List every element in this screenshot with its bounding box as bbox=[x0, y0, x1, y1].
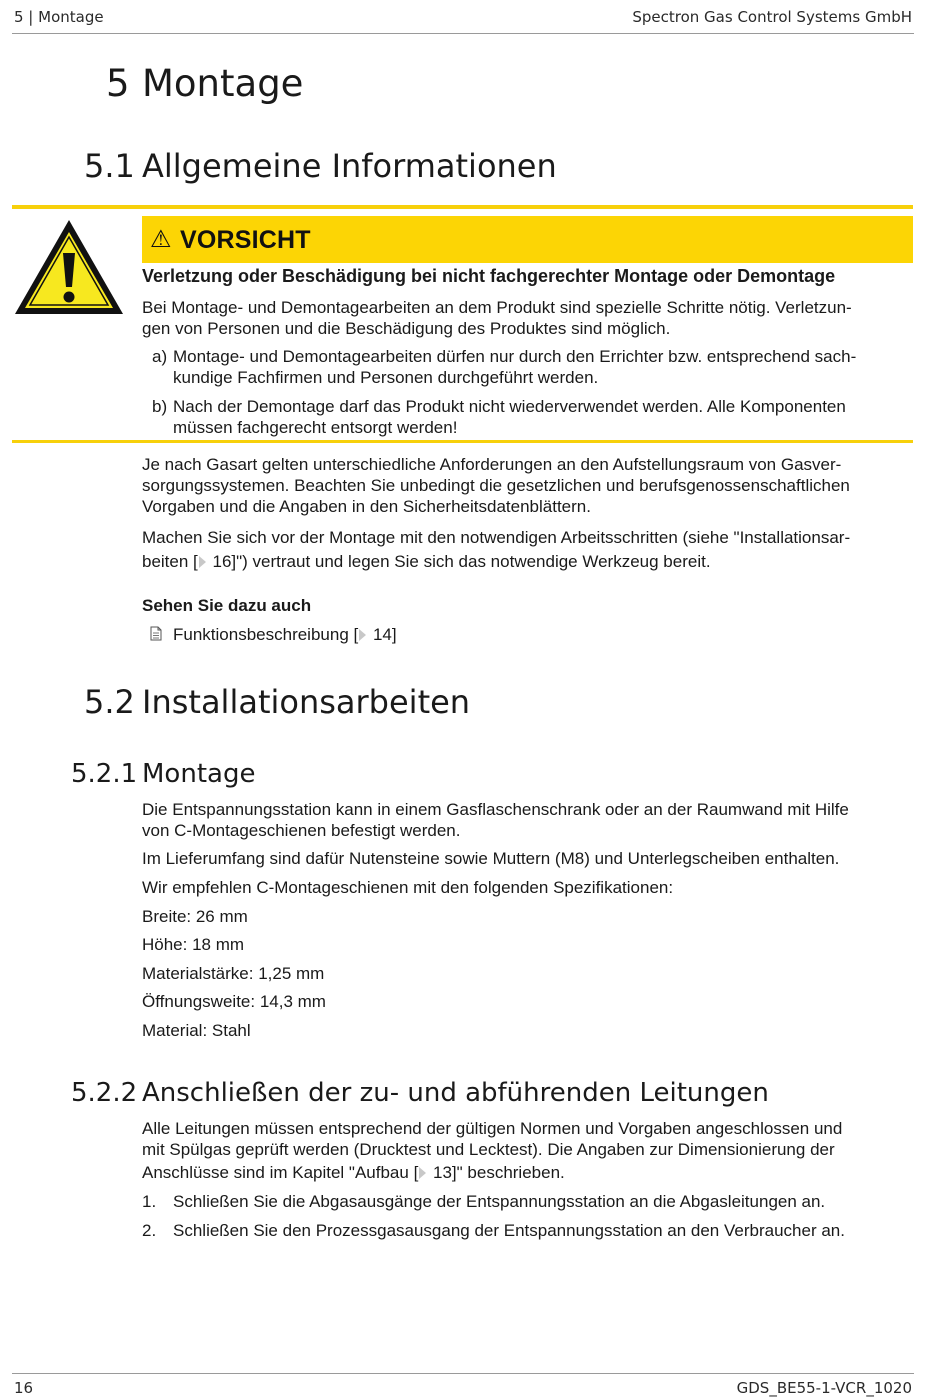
document-icon bbox=[150, 626, 162, 641]
header-company-name: Spectron Gas Control Systems GmbH bbox=[632, 8, 912, 26]
spec-item: Öffnungsweite: 14,3 mm bbox=[142, 992, 326, 1011]
page-number: 16 bbox=[14, 1379, 34, 1397]
text-segment: 16]") vertraut und legen Sie sich das notwendige Werkzeug bereit. bbox=[207, 552, 711, 571]
section-title: Installationsarbeiten bbox=[142, 683, 471, 721]
page-reference-arrow-icon bbox=[419, 1167, 426, 1179]
section-number: 5.2 bbox=[84, 683, 135, 721]
caution-item-text: kundige Fachfirmen und Personen durchgeführt werden. bbox=[173, 368, 599, 387]
caution-top-rule bbox=[12, 205, 913, 209]
caution-text-line: gen von Personen und die Beschädigung des Produktes sind möglich. bbox=[142, 319, 671, 338]
caution-bottom-rule bbox=[12, 440, 913, 443]
caution-item-text: müssen fachgerecht entsorgt werden! bbox=[173, 418, 458, 437]
info-paragraph-line: Machen Sie sich vor der Montage mit den notwendigen Arbeitsschritten (siehe "Installationsar- bbox=[142, 528, 851, 547]
connection-paragraph-line bbox=[142, 1162, 565, 1183]
caution-label: VORSICHT bbox=[180, 226, 311, 254]
text-segment: 13]" beschrieben. bbox=[428, 1163, 565, 1182]
document-id: GDS_BE55-1-VCR_1020 bbox=[736, 1379, 912, 1397]
page-footer bbox=[12, 1373, 914, 1399]
step-number: 1. bbox=[142, 1192, 157, 1211]
text-segment: Funktionsbeschreibung [ bbox=[173, 625, 359, 644]
caution-headline: Verletzung oder Beschädigung bei nicht fachgerechter Montage oder Demontage bbox=[142, 266, 836, 286]
text-segment: 14] bbox=[368, 625, 397, 644]
spec-item: Breite: 26 mm bbox=[142, 907, 248, 926]
spec-item: Materialstärke: 1,25 mm bbox=[142, 964, 325, 983]
spec-item: Material: Stahl bbox=[142, 1021, 251, 1040]
spec-item: Höhe: 18 mm bbox=[142, 935, 245, 954]
info-paragraph-line: Vorgaben und die Angaben in den Sicherheitsdatenblättern. bbox=[142, 497, 591, 516]
caution-item-text: Montage- und Demontagearbeiten dürfen nur durch den Errichter bzw. entsprechend sach- bbox=[173, 347, 857, 366]
see-also-link[interactable] bbox=[173, 624, 397, 645]
text-segment: beiten [ bbox=[142, 552, 198, 571]
warning-triangle-icon bbox=[12, 217, 126, 317]
section-title: Anschließen der zu- und abführenden Leitungen bbox=[142, 1078, 769, 1108]
montage-paragraph-line: von C-Montageschienen befestigt werden. bbox=[142, 821, 461, 840]
section-title: Montage bbox=[142, 759, 256, 789]
section-number: 5.2.1 bbox=[71, 759, 138, 789]
caution-symbol-icon: ⚠ bbox=[150, 226, 172, 253]
section-number: 5.1 bbox=[84, 147, 135, 185]
info-paragraph-line bbox=[142, 551, 711, 572]
section-title: Allgemeine Informationen bbox=[142, 147, 557, 185]
see-also-heading: Sehen Sie dazu auch bbox=[142, 596, 312, 615]
caution-item-label: a) bbox=[152, 347, 168, 366]
section-number: 5.2.2 bbox=[71, 1078, 138, 1108]
caution-item-text: Nach der Demontage darf das Produkt nicht wiederverwendet werden. Alle Komponenten bbox=[173, 397, 846, 416]
step-text: Schließen Sie den Prozessgasausgang der Entspannungsstation an den Verbraucher an. bbox=[173, 1221, 845, 1240]
page-reference-arrow-icon bbox=[199, 556, 206, 568]
header-chapter-label: 5 | Montage bbox=[14, 8, 104, 26]
montage-paragraph-line: Wir empfehlen C-Montageschienen mit den folgenden Spezifikationen: bbox=[142, 878, 674, 897]
page-reference-arrow-icon bbox=[359, 629, 366, 641]
connection-paragraph-line: Alle Leitungen müssen entsprechend der gültigen Normen und Vorgaben angeschlossen und bbox=[142, 1119, 843, 1138]
caution-item-label: b) bbox=[152, 397, 168, 416]
info-paragraph-line: sorgungssystemen. Beachten Sie unbedingt die gesetzlichen und berufsgenossenschaftlichen bbox=[142, 476, 850, 495]
text-segment: Anschlüsse sind im Kapitel "Aufbau [ bbox=[142, 1163, 419, 1182]
info-paragraph-line: Je nach Gasart gelten unterschiedliche Anforderungen an den Aufstellungsraum von Gasver- bbox=[142, 455, 842, 474]
caution-text-line: Bei Montage- und Demontagearbeiten an dem Produkt sind spezielle Schritte nötig. Verletzun- bbox=[142, 298, 852, 317]
montage-paragraph-line: Die Entspannungsstation kann in einem Gasflaschenschrank oder an der Raumwand mit Hilfe bbox=[142, 800, 849, 819]
page-header bbox=[12, 6, 914, 34]
step-number: 2. bbox=[142, 1221, 157, 1240]
step-text: Schließen Sie die Abgasausgänge der Entspannungsstation an die Abgasleitungen an. bbox=[173, 1192, 826, 1211]
chapter-number: 5 bbox=[106, 62, 130, 105]
connection-paragraph-line: mit Spülgas geprüft werden (Drucktest und Lecktest). Die Angaben zur Dimensionierung der bbox=[142, 1140, 835, 1159]
montage-paragraph-line: Im Lieferumfang sind dafür Nutensteine sowie Muttern (M8) und Unterlegscheiben enthalten. bbox=[142, 849, 840, 868]
caution-banner bbox=[142, 216, 913, 263]
chapter-title: Montage bbox=[142, 62, 304, 105]
